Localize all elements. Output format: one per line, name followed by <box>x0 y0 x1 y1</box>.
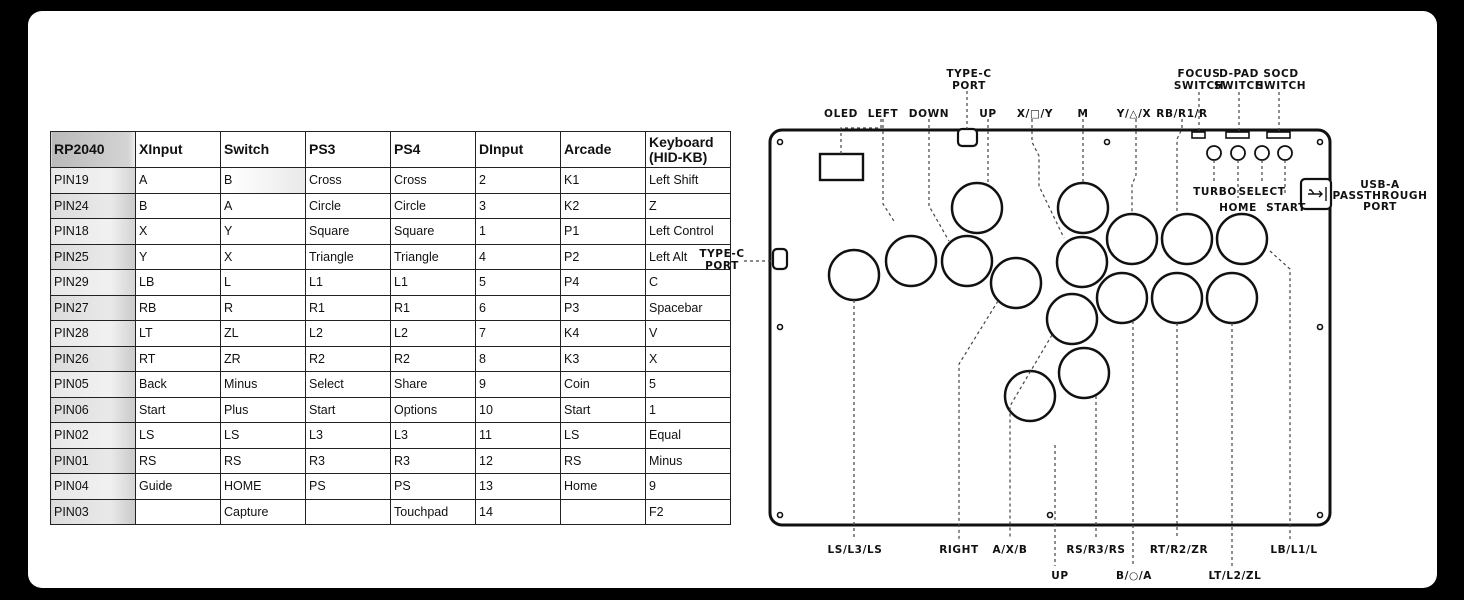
leader-lines <box>744 91 1290 566</box>
table-cell: Coin <box>561 372 646 398</box>
table-cell: Square <box>306 219 391 245</box>
pin-cell: PIN26 <box>51 346 136 372</box>
screw-hole <box>1318 140 1323 145</box>
table-cell: Options <box>391 397 476 423</box>
table-cell: Home <box>561 474 646 500</box>
usb-a-label: USB-A <box>1360 179 1400 191</box>
table-cell: 10 <box>476 397 561 423</box>
table-cell: K2 <box>561 193 646 219</box>
type-c-left-label: PORT <box>705 260 739 272</box>
table-cell: P1 <box>561 219 646 245</box>
table-cell: 8 <box>476 346 561 372</box>
type-c-left-label: TYPE-C <box>699 248 745 260</box>
table-cell: Equal <box>646 423 731 449</box>
table-cell: F2 <box>646 499 731 525</box>
rs-r3-rs-label: RS/R3/RS <box>1066 544 1126 556</box>
table-cell: 5 <box>476 270 561 296</box>
column-header: Keyboard (HID-KB) <box>646 132 731 168</box>
table-cell: Circle <box>391 193 476 219</box>
table-cell: Y <box>221 219 306 245</box>
pin-cell: PIN02 <box>51 423 136 449</box>
content-card <box>28 11 1437 588</box>
pin-cell: PIN25 <box>51 244 136 270</box>
table-cell: V <box>646 321 731 347</box>
socd-switch-icon <box>1267 132 1290 138</box>
table-cell: R2 <box>391 346 476 372</box>
turbo-button <box>1207 146 1221 160</box>
screw-hole <box>1318 513 1323 518</box>
table-cell: Capture <box>221 499 306 525</box>
table-cell: RS <box>221 448 306 474</box>
column-header: XInput <box>136 132 221 168</box>
table-cell: K1 <box>561 168 646 194</box>
a-x-b-label: A/X/B <box>992 544 1028 556</box>
socd-switch-label: SWITCH <box>1255 80 1307 92</box>
controller-layout-diagram <box>28 11 1437 588</box>
table-cell: 2 <box>476 168 561 194</box>
right-label: RIGHT <box>939 544 979 556</box>
table-cell: Square <box>391 219 476 245</box>
screw-hole <box>1048 513 1053 518</box>
table-cell: R1 <box>391 295 476 321</box>
a-x-b-button <box>1047 294 1097 344</box>
table-cell: L2 <box>306 321 391 347</box>
table-cell: Start <box>136 397 221 423</box>
y-triangle-x-button <box>1107 214 1157 264</box>
down-button <box>942 236 992 286</box>
lb-l1-l-button <box>1217 214 1267 264</box>
table-cell: 1 <box>476 219 561 245</box>
pin-cell: PIN04 <box>51 474 136 500</box>
home-button <box>1231 146 1245 160</box>
table-cell: L1 <box>391 270 476 296</box>
table-cell: L <box>221 270 306 296</box>
x-square-y-label: X/□/Y <box>1016 108 1054 120</box>
table-cell: RS <box>561 448 646 474</box>
rb-r1-r-label: RB/R1/R <box>1156 108 1208 120</box>
pin-cell: PIN18 <box>51 219 136 245</box>
table-cell: Left Control <box>646 219 731 245</box>
start-button <box>1278 146 1292 160</box>
table-cell: Cross <box>306 168 391 194</box>
table-cell: HOME <box>221 474 306 500</box>
column-header: PS3 <box>306 132 391 168</box>
table-cell: C <box>646 270 731 296</box>
oled-screen <box>820 154 863 180</box>
table-cell: RB <box>136 295 221 321</box>
rs-r3-rs-button <box>1059 348 1109 398</box>
table-cell: 11 <box>476 423 561 449</box>
lt-l2-zl-label: LT/L2/ZL <box>1208 570 1262 582</box>
table-cell: P4 <box>561 270 646 296</box>
focus-switch-label: SWITCH <box>1173 80 1225 92</box>
table-cell: Minus <box>646 448 731 474</box>
focus-switch-icon <box>1192 132 1205 138</box>
column-header: PS4 <box>391 132 476 168</box>
table-cell: R1 <box>306 295 391 321</box>
screw-hole <box>1105 140 1110 145</box>
table-cell: Start <box>561 397 646 423</box>
table-cell: LS <box>136 423 221 449</box>
table-cell: Spacebar <box>646 295 731 321</box>
table-cell: ZL <box>221 321 306 347</box>
table-cell: PS <box>391 474 476 500</box>
table-cell: Select <box>306 372 391 398</box>
screw-hole <box>1318 325 1323 330</box>
table-cell: Touchpad <box>391 499 476 525</box>
ls-l3-ls-label: LS/L3/LS <box>827 544 883 556</box>
column-header: Arcade <box>561 132 646 168</box>
table-cell: Start <box>306 397 391 423</box>
left-label: LEFT <box>867 108 899 120</box>
table-cell: Cross <box>391 168 476 194</box>
rb-r1-r-button <box>1162 214 1212 264</box>
right-button <box>991 258 1041 308</box>
table-cell: Triangle <box>391 244 476 270</box>
pin-cell: PIN05 <box>51 372 136 398</box>
table-cell: R <box>221 295 306 321</box>
table-cell: Triangle <box>306 244 391 270</box>
table-cell: X <box>221 244 306 270</box>
pin-cell: PIN06 <box>51 397 136 423</box>
up-top-label: UP <box>979 108 997 120</box>
b-circle-a-label: B/○/A <box>1116 570 1152 582</box>
column-header: Switch <box>221 132 306 168</box>
home-label: HOME <box>1219 202 1257 214</box>
table-cell: Back <box>136 372 221 398</box>
table-cell: LS <box>221 423 306 449</box>
table-cell: 12 <box>476 448 561 474</box>
lt-l2-zl-button <box>1207 273 1257 323</box>
turbo-label: TURBO <box>1193 186 1237 198</box>
table-cell: 3 <box>476 193 561 219</box>
usb-a-label: PORT <box>1363 201 1397 213</box>
table-cell: PS <box>306 474 391 500</box>
table-cell: A <box>136 168 221 194</box>
pin-cell: PIN19 <box>51 168 136 194</box>
table-cell: R3 <box>391 448 476 474</box>
start-label: START <box>1266 202 1306 214</box>
table-cell: 9 <box>646 474 731 500</box>
table-cell: LB <box>136 270 221 296</box>
type-c-left-port-icon <box>773 249 787 269</box>
up-bottom-label: UP <box>1051 570 1069 582</box>
y-triangle-x-label: Y/△/X <box>1116 108 1152 120</box>
table-cell: Y <box>136 244 221 270</box>
pin-cell: PIN01 <box>51 448 136 474</box>
up-bottom-button <box>1005 371 1055 421</box>
focus-switch-label: FOCUS <box>1177 68 1221 80</box>
table-cell: LT <box>136 321 221 347</box>
b-circle-a-button <box>1097 273 1147 323</box>
table-cell: Left Shift <box>646 168 731 194</box>
pin-cell: PIN29 <box>51 270 136 296</box>
screw-hole <box>778 140 783 145</box>
up-top-button <box>952 183 1002 233</box>
table-cell: L1 <box>306 270 391 296</box>
table-cell: 9 <box>476 372 561 398</box>
table-cell: L3 <box>306 423 391 449</box>
lb-l1-l-label: LB/L1/L <box>1270 544 1318 556</box>
table-cell: P3 <box>561 295 646 321</box>
table-cell: R3 <box>306 448 391 474</box>
ls-button <box>829 250 879 300</box>
select-button <box>1255 146 1269 160</box>
table-cell: L3 <box>391 423 476 449</box>
table-cell: 13 <box>476 474 561 500</box>
table-cell: R2 <box>306 346 391 372</box>
table-cell: Plus <box>221 397 306 423</box>
table-cell: K4 <box>561 321 646 347</box>
select-label: SELECT <box>1238 186 1286 198</box>
column-header: DInput <box>476 132 561 168</box>
pin-cell: PIN27 <box>51 295 136 321</box>
table-cell: B <box>136 193 221 219</box>
table-cell: Guide <box>136 474 221 500</box>
x-square-y-button <box>1057 237 1107 287</box>
dpad-switch-icon <box>1226 132 1249 138</box>
dpad-switch-label: SWITCH <box>1213 80 1265 92</box>
table-cell: LS <box>561 423 646 449</box>
table-cell: P2 <box>561 244 646 270</box>
table-cell: Minus <box>221 372 306 398</box>
column-header: RP2040 <box>51 132 136 168</box>
table-cell: 6 <box>476 295 561 321</box>
table-cell: 5 <box>646 372 731 398</box>
m-button <box>1058 183 1108 233</box>
table-cell: Left Alt <box>646 244 731 270</box>
pin-cell: PIN03 <box>51 499 136 525</box>
rt-r2-zr-label: RT/R2/ZR <box>1149 544 1209 556</box>
table-cell: 4 <box>476 244 561 270</box>
table-cell: ZR <box>221 346 306 372</box>
rt-r2-zr-button <box>1152 273 1202 323</box>
table-cell: Circle <box>306 193 391 219</box>
table-cell: A <box>221 193 306 219</box>
pin-cell: PIN28 <box>51 321 136 347</box>
screw-hole <box>778 513 783 518</box>
type-c-top-label: PORT <box>952 80 986 92</box>
table-cell: 14 <box>476 499 561 525</box>
table-cell: X <box>136 219 221 245</box>
type-c-top-port-icon <box>958 129 977 146</box>
down-label: DOWN <box>908 108 950 120</box>
table-cell: 7 <box>476 321 561 347</box>
table-cell: L2 <box>391 321 476 347</box>
table-cell: K3 <box>561 346 646 372</box>
table-cell: RT <box>136 346 221 372</box>
dpad-switch-label: D-PAD <box>1219 68 1259 80</box>
type-c-top-label: TYPE-C <box>946 68 992 80</box>
socd-switch-label: SOCD <box>1263 68 1299 80</box>
table-cell: 1 <box>646 397 731 423</box>
table-cell: Z <box>646 193 731 219</box>
table-cell: B <box>221 168 306 194</box>
table-cell: Share <box>391 372 476 398</box>
m-label: M <box>1077 108 1089 120</box>
screw-hole <box>778 325 783 330</box>
usb-a-label: PASSTHROUGH <box>1332 190 1428 202</box>
left-button <box>886 236 936 286</box>
table-cell: X <box>646 346 731 372</box>
oled-label: OLED <box>824 108 858 120</box>
pin-cell: PIN24 <box>51 193 136 219</box>
table-cell: RS <box>136 448 221 474</box>
